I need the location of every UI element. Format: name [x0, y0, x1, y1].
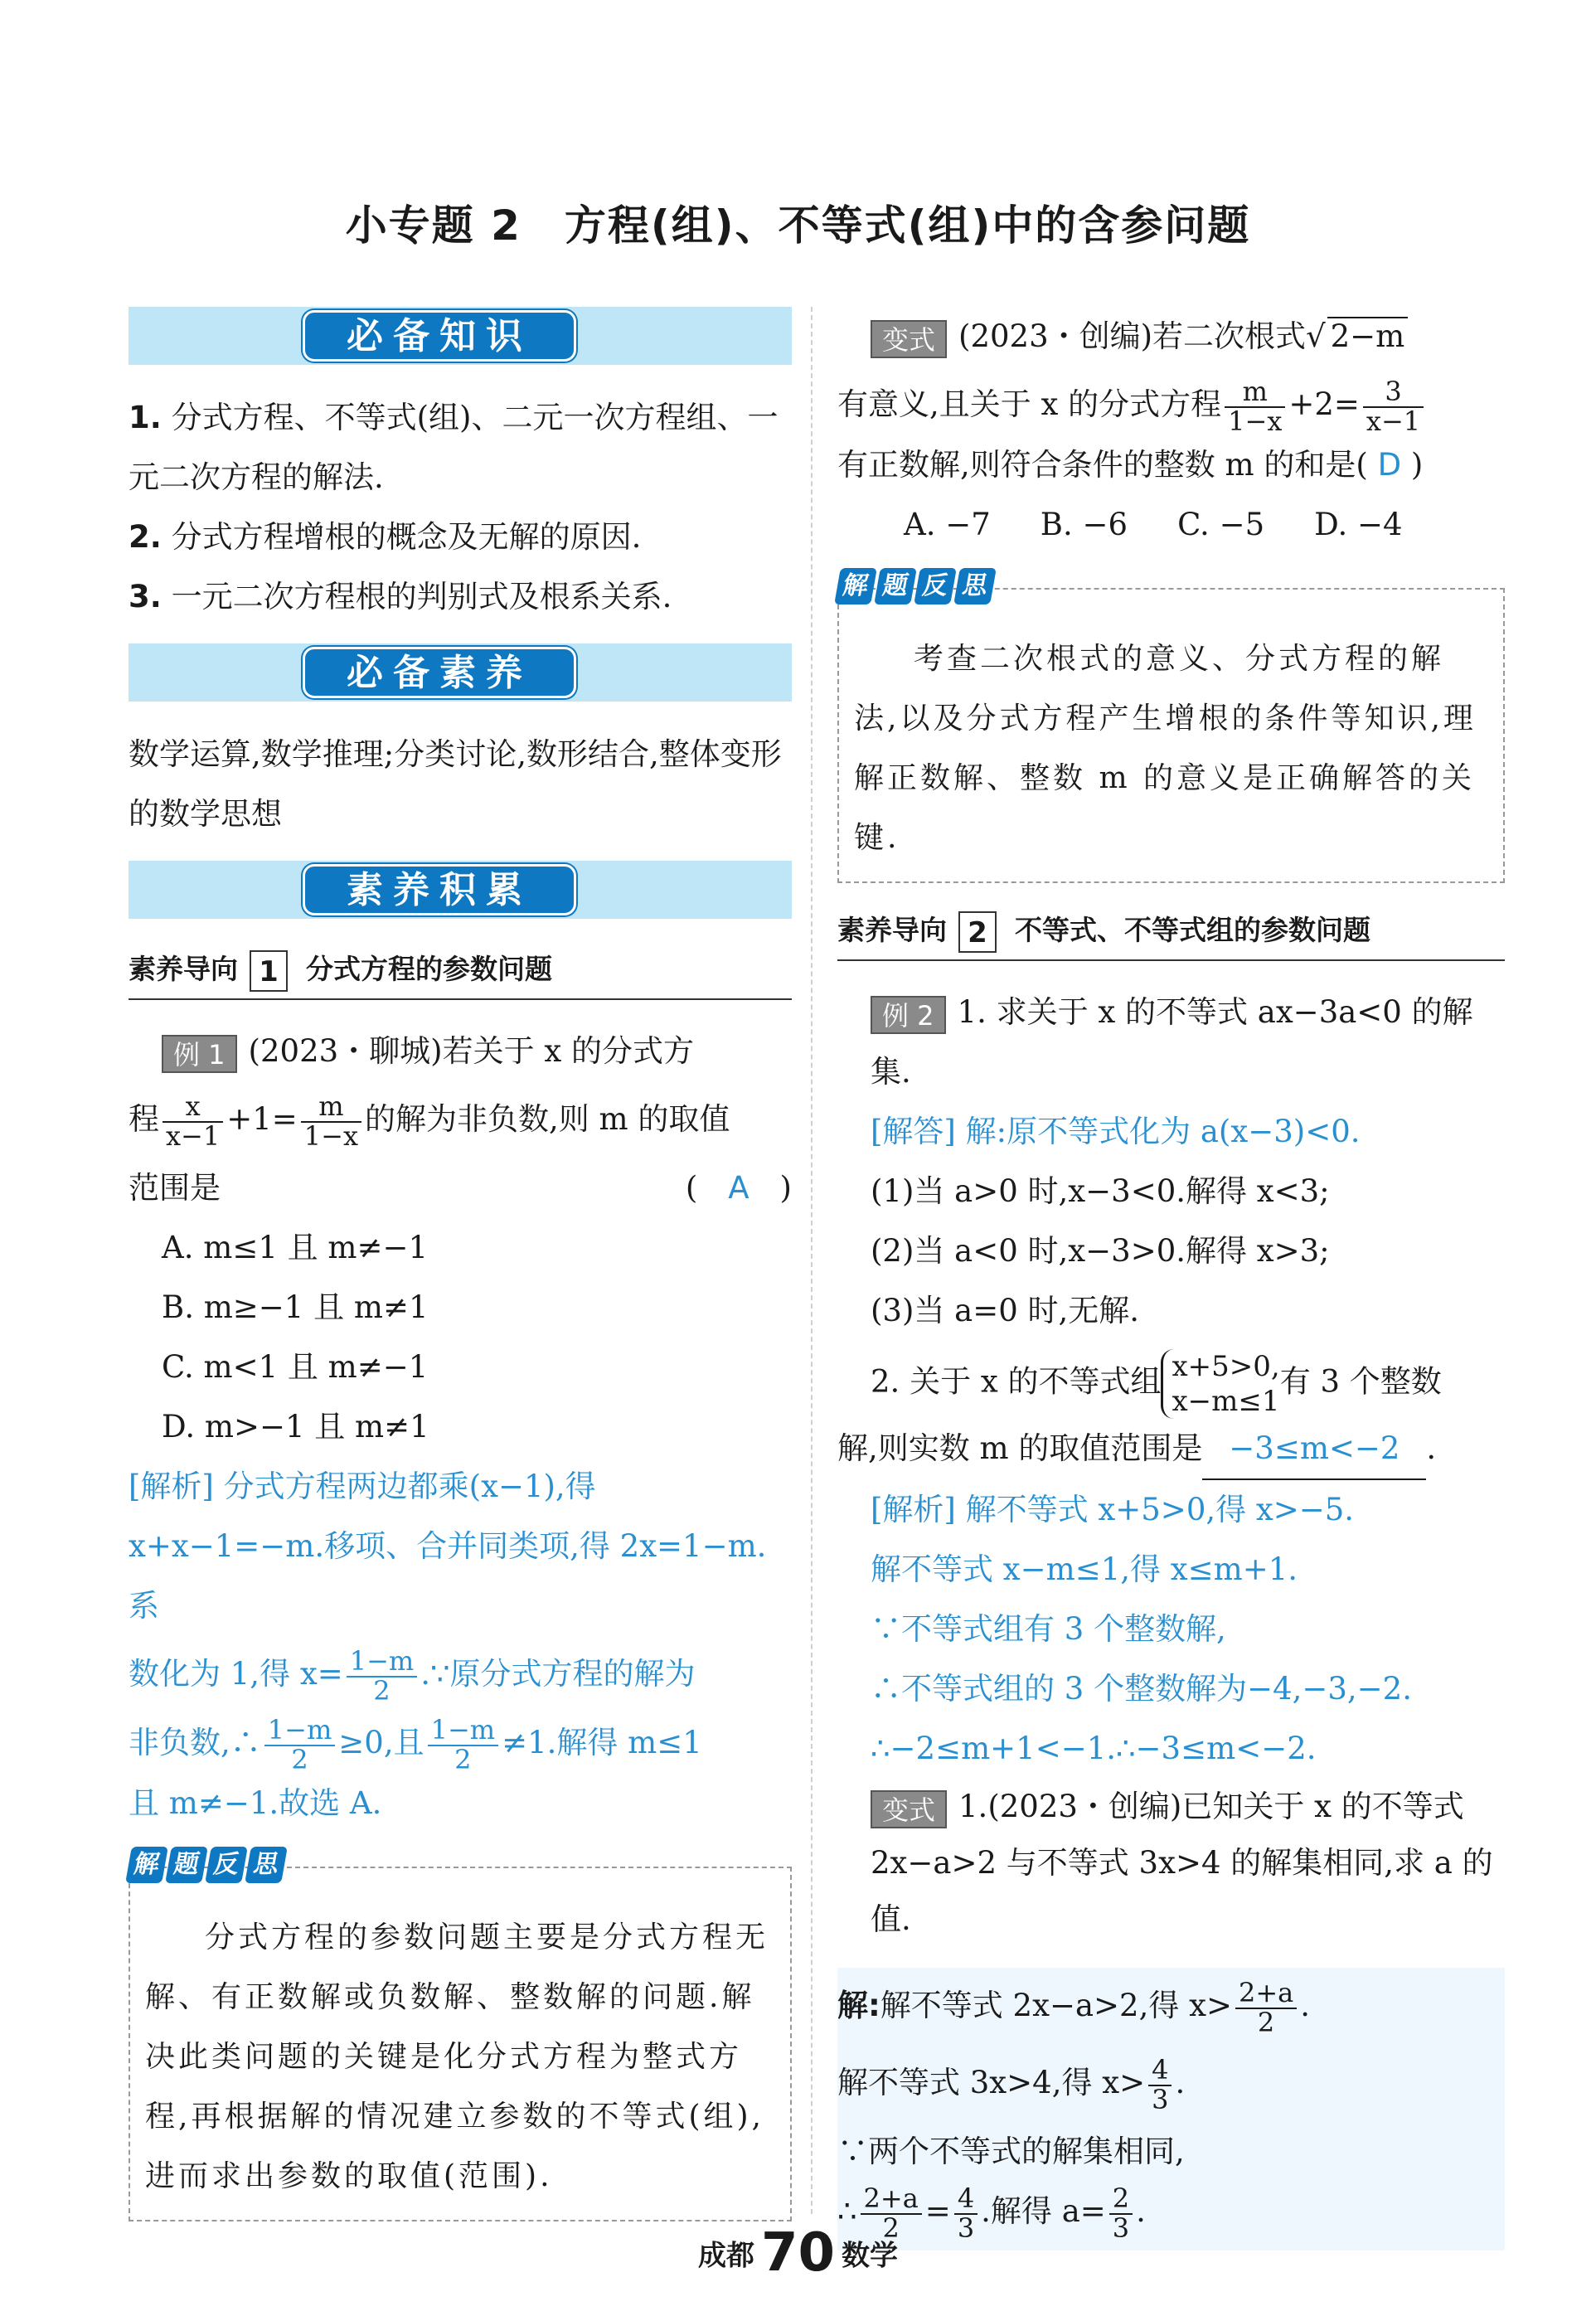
knowledge-text: 一元二次方程根的判别式及根系关系.	[171, 579, 672, 614]
solution-line: ∵两个不等式的解集相同,	[837, 2134, 1185, 2170]
example-tag: 例 2	[871, 996, 946, 1034]
variant-text: +2=	[1288, 386, 1360, 422]
example-tag: 例 1	[162, 1035, 237, 1073]
knowledge-num: 1.	[129, 400, 162, 435]
left-column	[129, 307, 792, 2221]
analysis-label: [解析]	[871, 1492, 956, 1528]
page-number: 70	[760, 2222, 836, 2284]
label-char: 解	[125, 1847, 168, 1883]
fraction	[163, 1090, 223, 1152]
example-text: 程	[129, 1101, 159, 1137]
knowledge-item	[129, 567, 792, 627]
label-char: 思	[245, 1847, 288, 1883]
variant-text: (2023・创编)若二次根式	[958, 318, 1307, 354]
analysis-text: 非负数,∴	[129, 1725, 261, 1761]
variant-tag: 变式	[871, 1790, 947, 1828]
numerator: m	[301, 1093, 361, 1123]
analysis-text: .∵原分式方程的解为	[420, 1656, 696, 1692]
banner-literacy-label: 必备素养	[303, 647, 576, 698]
option: B. m≥−1 且 m≠1	[162, 1289, 429, 1326]
example-text: 解,则实数 m 的取值范围是	[837, 1430, 1203, 1467]
fraction	[301, 1090, 361, 1152]
fraction	[1363, 375, 1424, 437]
reflection-text: 考查二次根式的意义、分式方程的解法,以及分式方程产生增根的条件等知识,理解正数解、整数 m 的意义是正确解答的关键.	[854, 642, 1477, 856]
example-2-q1	[837, 983, 1505, 1102]
page-footer	[0, 2222, 1596, 2284]
denominator: 3	[1152, 2083, 1169, 2115]
analysis-text: 解不等式 x+5>0,得 x>−5.	[965, 1492, 1355, 1528]
solution-label: 解:	[837, 1988, 880, 2024]
variant-text: 1.(2023・创编)已知关于 x 的不等式 2x−a>2 与不等式 3x>4 的解集相同,求 a 的值.	[871, 1789, 1493, 1938]
inequality-system	[1161, 1349, 1279, 1419]
numerator: 1−m	[264, 1716, 336, 1746]
analysis-3	[129, 1713, 792, 1774]
label-char: 思	[953, 568, 997, 604]
numerator: 2	[1109, 2185, 1133, 2215]
example-text: 有 3 个整数	[1279, 1363, 1442, 1400]
answer-choice: A	[728, 1170, 749, 1207]
reflection-label	[837, 568, 997, 609]
variant-tag: 变式	[871, 320, 947, 358]
numerator: 2+a	[1235, 1979, 1297, 2009]
numerator: 4	[954, 2185, 977, 2215]
variant-2-question	[837, 1779, 1505, 1948]
analysis-1	[129, 1457, 792, 1636]
denominator: 3	[957, 2212, 975, 2244]
banner-accumulate-label: 素养积累	[303, 864, 576, 915]
example-1-line1	[129, 1022, 792, 1081]
example-2-q2-line2: 解,则实数 m 的取值范围是 −3≤m<−2 .	[837, 1419, 1505, 1480]
analysis-text: ≠1.解得 m≤1	[502, 1725, 702, 1761]
reflection-box-2	[837, 571, 1505, 883]
reflection-text: 分式方程的参数问题主要是分式方程无解、有正数解或负数解、整数解的问题.解决此类问题的关键是化分式方程为整式方程,再根据解的情况建立参数的不等式(组),进而求出参数的取值(范围).	[145, 1920, 769, 2194]
numerator: m	[1225, 378, 1285, 408]
answer-line: (3)当 a=0 时,无解.	[871, 1293, 1140, 1329]
example-1-line3	[129, 1158, 792, 1218]
variant-text: 有意义,且关于 x 的分式方程	[837, 386, 1222, 422]
variant-1-options	[837, 495, 1505, 555]
numerator: 1−m	[428, 1716, 499, 1746]
answer-choice: D	[1377, 447, 1402, 483]
solution-line: 解不等式 3x>4,得 x> $\frac{4}{3}$ .	[837, 2054, 1186, 2115]
denominator: 3	[1112, 2212, 1130, 2244]
analysis-4: 且 m≠−1.故选 A.	[129, 1785, 382, 1822]
label-char: 题	[165, 1847, 208, 1883]
reflection-box-1	[129, 1850, 792, 2221]
solution-text: 解不等式 3x>4,得 x>	[837, 2065, 1146, 2101]
guide-prefix: 素养导向	[129, 953, 238, 985]
option: A. −7	[904, 507, 991, 543]
fraction	[1148, 2056, 1172, 2114]
guide-number: 2	[958, 911, 997, 953]
numerator: x	[163, 1093, 223, 1123]
guide-heading-2	[837, 903, 1505, 961]
label-char: 解	[834, 568, 877, 604]
numerator: 3	[1363, 378, 1424, 408]
footer-subject: 数学	[842, 2239, 899, 2273]
denominator: 2	[373, 1674, 391, 1707]
footer-city: 成都	[697, 2239, 754, 2273]
denominator: 2	[1257, 2006, 1275, 2038]
example-text: (2023・聊城)若关于 x 的分式方	[248, 1033, 694, 1069]
option: C. m<1 且 m≠−1	[162, 1349, 429, 1386]
answer-label: [解答]	[871, 1114, 956, 1150]
option: A. m≤1 且 m≠−1	[162, 1230, 429, 1266]
answer-bracket: ( A )	[685, 1170, 792, 1207]
variant-1-line3	[837, 435, 1505, 495]
analysis-line: ∵不等式组有 3 个整数解,	[871, 1611, 1226, 1648]
example-2-answer	[837, 1102, 1505, 1162]
denominator: 2	[454, 1743, 472, 1775]
analysis-text: 数化为 1,得 x=	[129, 1656, 343, 1692]
literacy-text: 数学运算,数学推理;分类讨论,数形结合,整体变形的数学思想	[129, 736, 782, 832]
denominator: x−1	[166, 1119, 221, 1152]
banner-knowledge	[129, 307, 792, 365]
solution-text: ∴	[837, 2193, 857, 2230]
option: D. −4	[1314, 507, 1403, 543]
guide-text: 不等式、不等式组的参数问题	[1015, 914, 1370, 947]
page-title: 小专题 2 方程(组)、不等式(组)中的含参问题	[345, 201, 1251, 250]
solution-text: 解不等式 2x−a>2,得 x>	[880, 1988, 1232, 2024]
knowledge-text: 分式方程、不等式(组)、二元一次方程组、一元二次方程的解法.	[129, 400, 779, 495]
guide-text: 分式方程的参数问题	[306, 953, 552, 985]
example-text: 2. 关于 x 的不等式组	[871, 1363, 1162, 1400]
banner-knowledge-label: 必备知识	[303, 310, 576, 362]
denominator: 2	[291, 1743, 308, 1775]
label-char: 题	[874, 568, 917, 604]
banner-literacy	[129, 643, 792, 702]
solution-line: ∴ $\frac{2+a}{2}$ = $\frac{4}{3}$ .解得 a= $\frac{2}{3}$ .	[837, 2182, 1146, 2244]
guide-heading-1	[129, 942, 792, 1000]
column-divider	[811, 307, 813, 2214]
variant-1-line2	[837, 375, 1505, 435]
right-column	[837, 307, 1505, 2250]
fill-in-answer: −3≤m<−2	[1202, 1419, 1426, 1480]
knowledge-num: 3.	[129, 579, 162, 614]
variant-text: )	[1410, 447, 1424, 483]
analysis-label: [解析]	[129, 1469, 214, 1505]
guide-prefix: 素养导向	[837, 914, 947, 947]
example-text: 1. 求关于 x 的不等式 ax−3a<0 的解集.	[871, 994, 1473, 1090]
example-text: +1=	[226, 1101, 298, 1137]
label-char: 反	[205, 1847, 248, 1883]
reflection-label	[129, 1847, 288, 1888]
analysis-2	[129, 1644, 792, 1705]
knowledge-item	[129, 507, 792, 567]
label-char: 反	[914, 568, 957, 604]
example-text: 范围是	[129, 1170, 221, 1207]
example-2-q2	[837, 1349, 1505, 1419]
numerator: 2+a	[861, 2185, 922, 2215]
numerator: 4	[1148, 2056, 1172, 2086]
analysis-line: 解不等式 x−m≤1,得 x≤m+1.	[871, 1551, 1298, 1588]
sqrt-radicand: 2−m	[1327, 317, 1409, 355]
denominator: 1−x	[303, 1119, 358, 1152]
option: B. −6	[1040, 507, 1128, 543]
option: C. −5	[1177, 507, 1265, 543]
system-line: x+5>0,	[1172, 1350, 1280, 1384]
system-line: x−m≤1	[1172, 1385, 1280, 1419]
solution-line: 解:解不等式 2x−a>2,得 x> $\frac{2+a}{2}$ .	[837, 1977, 1310, 2038]
option: D. m>−1 且 m≠1	[162, 1409, 429, 1445]
banner-accumulate	[129, 861, 792, 919]
example-1-line2	[129, 1090, 792, 1150]
variant-text: 有正数解,则符合条件的整数 m 的和是(	[837, 447, 1368, 483]
analysis-text: 分式方程两边都乘(x−1),得 x+x−1=−m.移项、合并同类项,得 2x=1−m.系	[129, 1469, 767, 1624]
denominator: 1−x	[1228, 405, 1283, 437]
fraction	[428, 1716, 499, 1774]
answer-line: (1)当 a>0 时,x−3<0.解得 x<3;	[871, 1173, 1330, 1210]
answer-text: 解:原不等式化为 a(x−3)<0.	[965, 1114, 1361, 1150]
denominator: x−1	[1366, 405, 1421, 437]
example-text: 的解为非负数,则 m 的取值	[364, 1101, 730, 1137]
analysis-line: ∴−2≤m+1<−1.∴−3≤m<−2.	[871, 1731, 1317, 1767]
analysis-line: ∴不等式组的 3 个整数解为−4,−3,−2.	[871, 1671, 1412, 1707]
analysis-text: ≥0,且	[338, 1725, 424, 1761]
variant-2-solution	[837, 1968, 1505, 2250]
knowledge-text: 分式方程增根的概念及无解的原因.	[171, 519, 642, 555]
knowledge-num: 2.	[129, 519, 162, 555]
answer-line: (2)当 a<0 时,x−3>0.解得 x>3;	[871, 1233, 1330, 1270]
fraction	[264, 1716, 336, 1774]
solution-text: .解得 a=	[981, 2193, 1106, 2230]
example-2-analysis	[837, 1480, 1505, 1540]
denominator: 2	[882, 2212, 900, 2244]
numerator: 1−m	[347, 1648, 418, 1678]
knowledge-item	[129, 388, 792, 507]
variant-1-line1: 变式 (2023・创编)若二次根式√ 2−m	[837, 307, 1505, 367]
fraction	[1235, 1979, 1297, 2037]
fraction	[347, 1645, 418, 1707]
fraction	[1225, 375, 1285, 437]
guide-number: 1	[250, 950, 288, 992]
